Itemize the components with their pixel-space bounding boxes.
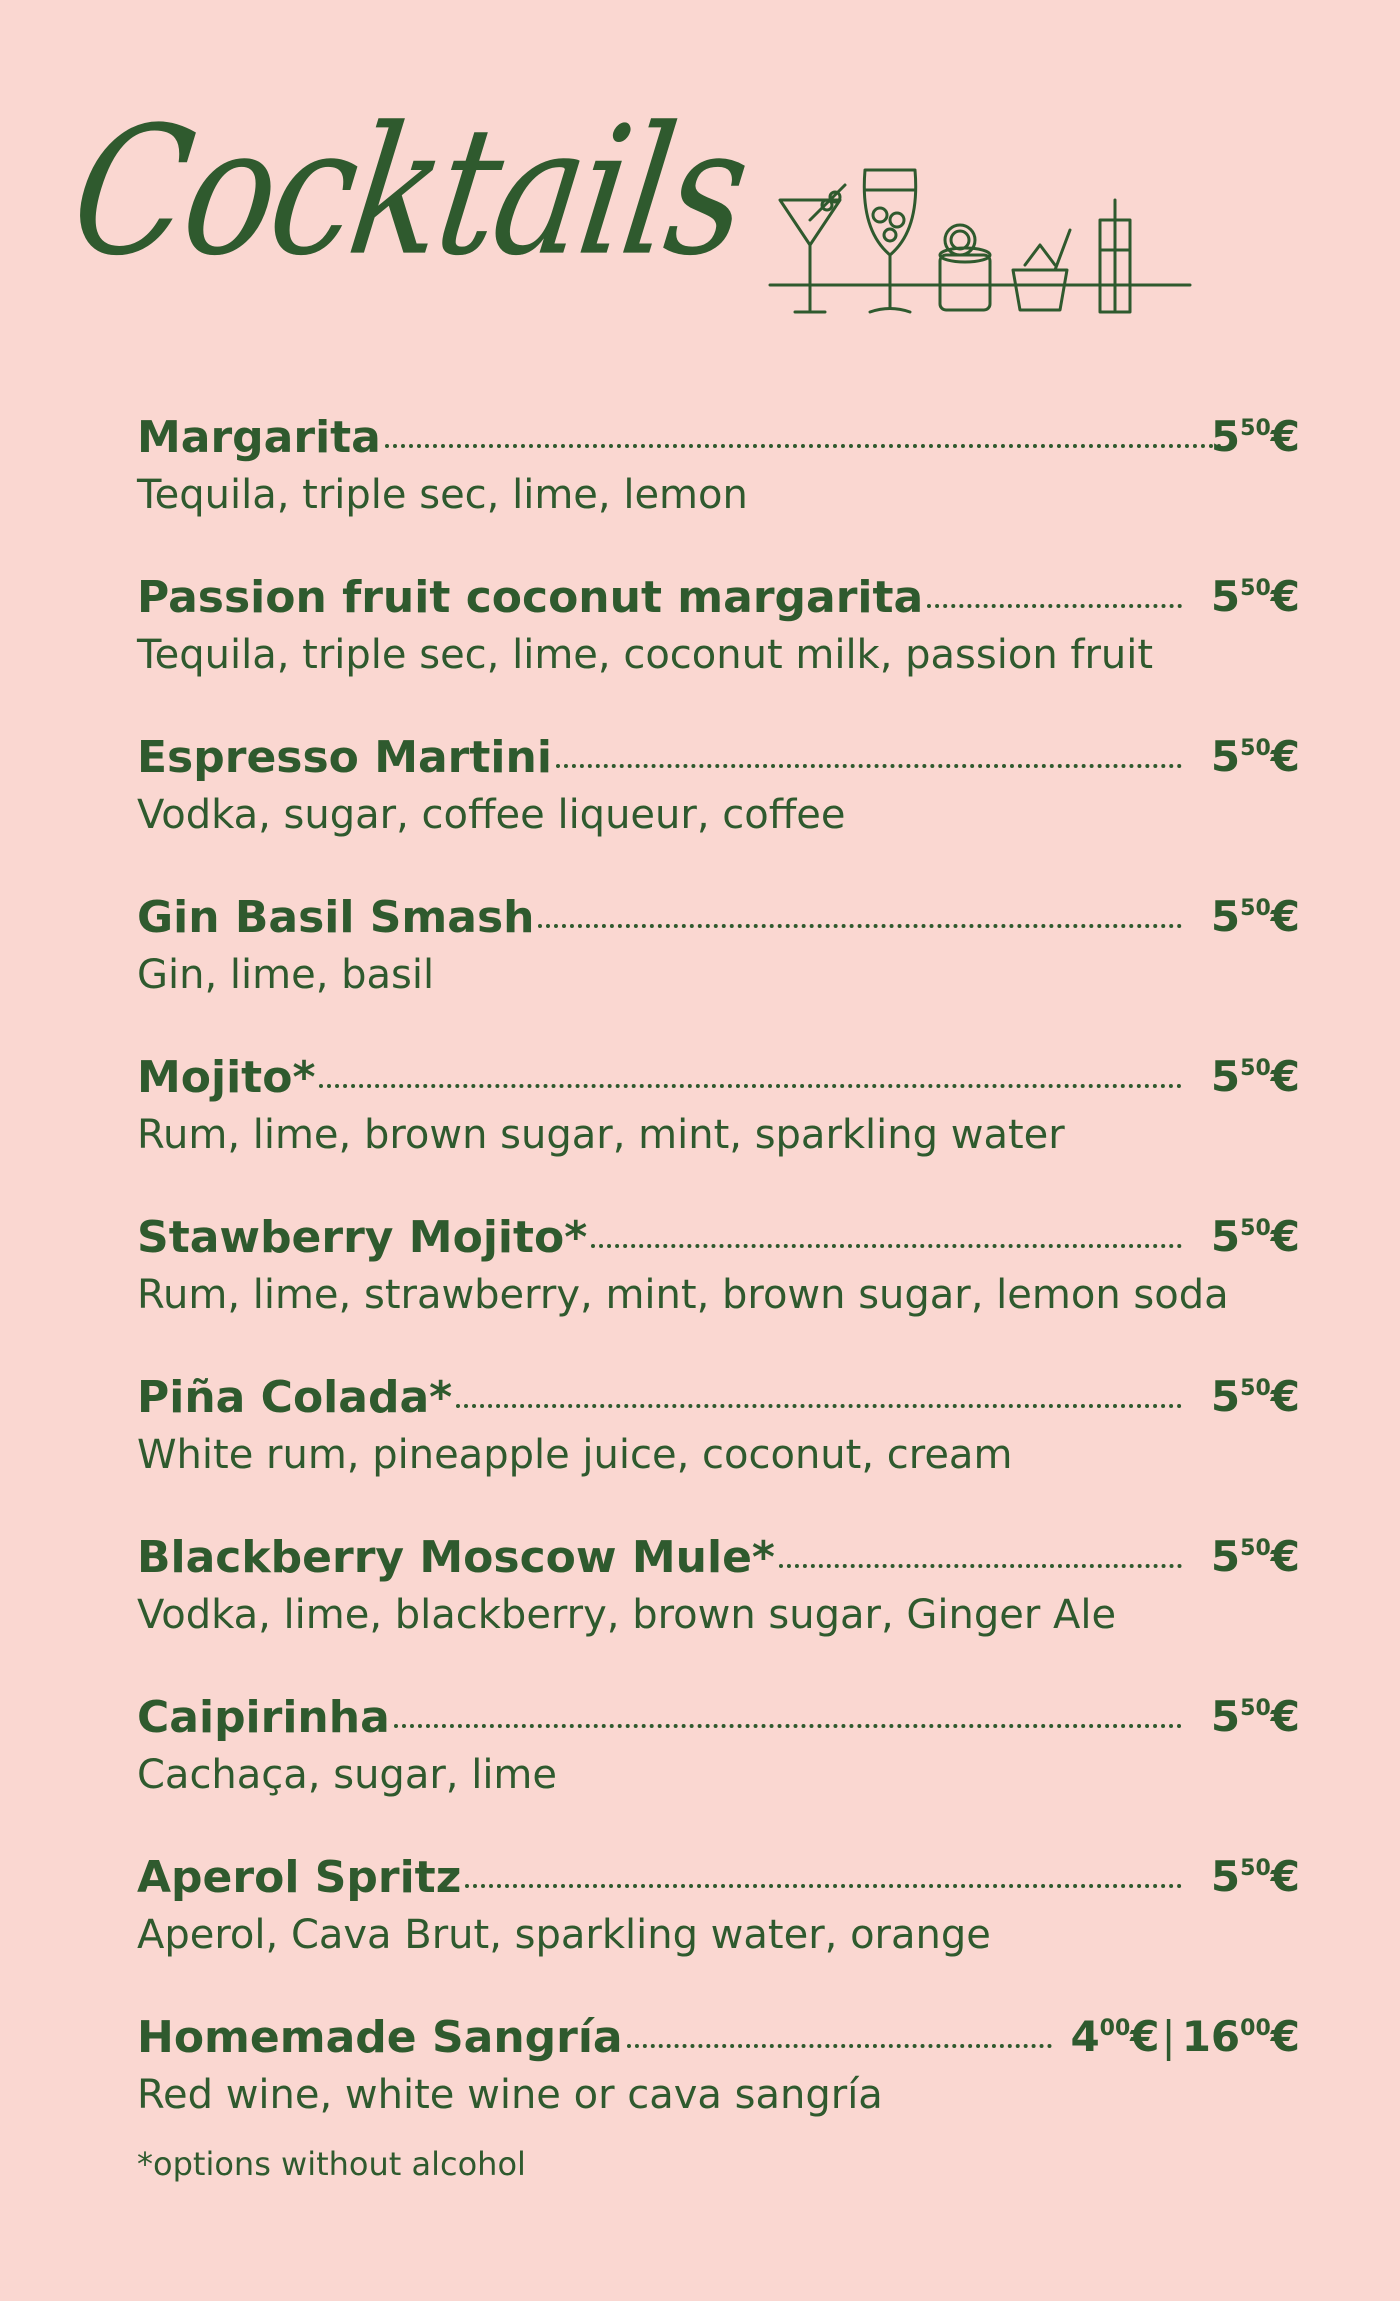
menu-item-aperol-spritz — [137, 1852, 1300, 2012]
item-price: $5^{50}€$ — [1210, 1052, 1300, 1101]
item-price: $5^{50}€$ — [1210, 1532, 1300, 1581]
item-description: Tequila, triple sec, lime, coconut milk, passion fruit — [137, 632, 1154, 678]
item-price: $5^{50}€$ — [1210, 1372, 1300, 1421]
menu-item-pina-colada — [137, 1372, 1300, 1532]
menu-item-mojito — [137, 1052, 1300, 1212]
item-name: Mojito* — [137, 1052, 316, 1103]
item-name: Gin Basil Smash — [137, 892, 535, 943]
item-description: Rum, lime, brown sugar, mint, sparkling water — [137, 1112, 1065, 1158]
item-description: Gin, lime, basil — [137, 952, 435, 998]
item-description: White rum, pineapple juice, coconut, cream — [137, 1432, 1013, 1478]
menu-item-caipirinha — [137, 1692, 1300, 1852]
item-description: Rum, lime, strawberry, mint, brown sugar, lemon soda — [137, 1272, 1229, 1318]
item-name: Homemade Sangría — [137, 2012, 623, 2063]
menu-title: Cocktails — [61, 89, 757, 296]
item-price: $5^{50}€$ — [1210, 892, 1300, 941]
item-description: Cachaça, sugar, lime — [137, 1752, 557, 1798]
menu-item-blackberry-moscow-mule — [137, 1532, 1300, 1692]
footnote: *options without alcohol — [137, 2145, 526, 2183]
item-price: $5^{50}€$ — [1210, 412, 1300, 461]
leader-dots — [627, 2044, 1052, 2048]
leader-dots — [394, 1724, 1182, 1728]
menu-item-strawberry-mojito — [137, 1212, 1300, 1372]
cocktail-menu-list — [137, 412, 1300, 2172]
item-name: Piña Colada* — [137, 1372, 453, 1423]
item-description: Tequila, triple sec, lime, lemon — [137, 472, 748, 518]
item-description: Red wine, white wine or cava sangría — [137, 2072, 883, 2118]
item-name: Espresso Martini — [137, 732, 552, 783]
item-price: $5^{50}€$ — [1210, 572, 1300, 621]
leader-dots — [538, 924, 1182, 928]
item-price: $5^{50}€$ — [1210, 1852, 1300, 1901]
leader-dots — [927, 604, 1182, 608]
leader-dots — [456, 1404, 1182, 1408]
item-name: Aperol Spritz — [137, 1852, 462, 1903]
item-price: $4^{00}€|$ $16^{00}€$ — [1070, 2012, 1300, 2061]
item-name: Blackberry Moscow Mule* — [137, 1532, 775, 1583]
leader-dots — [385, 444, 1222, 448]
menu-item-passion-fruit-coconut-margarita — [137, 572, 1300, 732]
item-name: Stawberry Mojito* — [137, 1212, 588, 1263]
item-name: Caipirinha — [137, 1692, 390, 1743]
menu-item-gin-basil-smash — [137, 892, 1300, 1052]
menu-item-margarita — [137, 412, 1300, 572]
menu-item-espresso-martini — [137, 732, 1300, 892]
leader-dots — [319, 1084, 1182, 1088]
item-name: Margarita — [137, 412, 381, 463]
item-description: Vodka, sugar, coffee liqueur, coffee — [137, 792, 846, 838]
item-description: Aperol, Cava Brut, sparkling water, orange — [137, 1912, 991, 1958]
item-name: Passion fruit coconut margarita — [137, 572, 924, 623]
item-price: $5^{50}€$ — [1210, 1692, 1300, 1741]
leader-dots — [556, 764, 1182, 768]
leader-dots — [591, 1244, 1182, 1248]
item-price: $5^{50}€$ — [1210, 732, 1300, 781]
item-price: $5^{50}€$ — [1210, 1212, 1300, 1261]
leader-dots — [779, 1564, 1182, 1568]
leader-dots — [465, 1884, 1182, 1888]
item-description: Vodka, lime, blackberry, brown sugar, Ginger Ale — [137, 1592, 1117, 1638]
cocktail-glasses-illustration — [765, 160, 1195, 340]
